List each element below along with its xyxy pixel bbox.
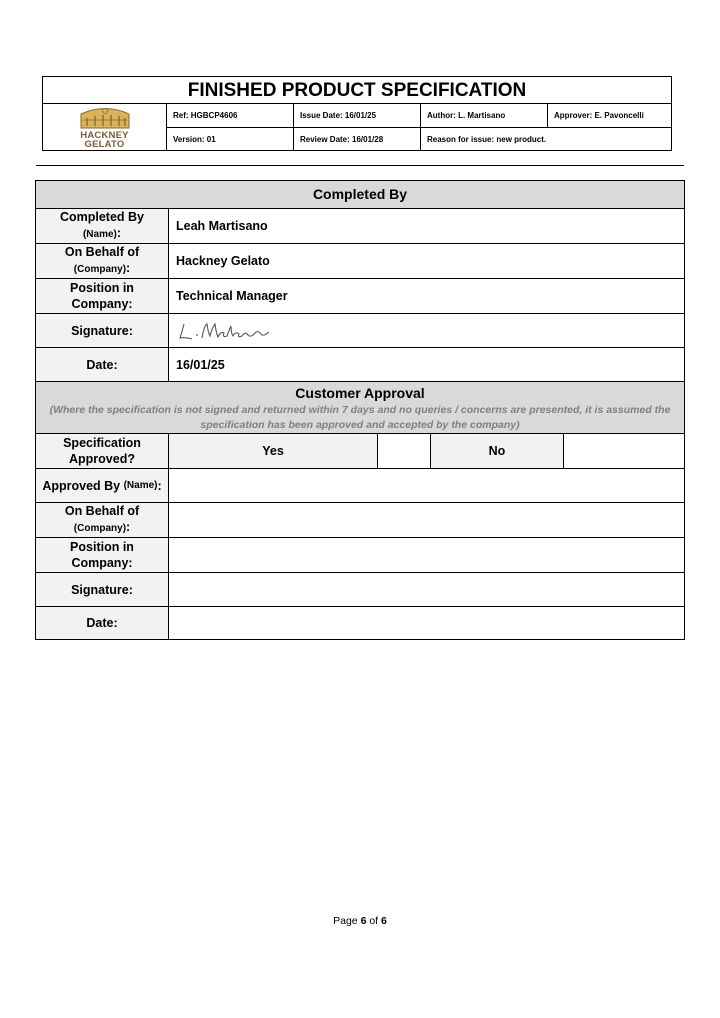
- yes-label: Yes: [169, 434, 378, 468]
- logo-text-line2: GELATO: [84, 139, 125, 150]
- version-cell: Version: 01: [167, 128, 294, 151]
- no-label: No: [431, 434, 564, 468]
- completed-by-date-label: Date:: [36, 348, 169, 381]
- completed-by-date-value[interactable]: 16/01/25: [176, 357, 225, 372]
- approver-cell: Approver: E. Pavoncelli: [548, 104, 672, 128]
- completed-by-position-row: [36, 279, 684, 314]
- issue-date-cell: Issue Date: 16/01/25: [294, 104, 421, 128]
- approval-signature-label: Signature:: [36, 573, 169, 606]
- completed-by-company-value[interactable]: Hackney Gelato: [176, 254, 270, 268]
- spec-approved-label: Specification Approved?: [36, 434, 169, 468]
- ref-cell: Ref: HGBCP4606: [167, 104, 294, 128]
- page-number: Page 6 of 6: [333, 915, 387, 927]
- completed-by-signature-label: Signature:: [36, 314, 169, 347]
- company-logo: [43, 104, 167, 151]
- approval-date-label: Date:: [36, 607, 169, 639]
- completed-by-company-row: [36, 244, 684, 279]
- approved-by-label: Approved By (Name) :: [36, 469, 169, 502]
- approval-date-row: [36, 607, 684, 639]
- approval-position-label: Position in Company:: [36, 538, 169, 572]
- completed-by-position-value[interactable]: Technical Manager: [176, 289, 288, 303]
- no-checkbox[interactable]: [564, 434, 684, 468]
- logo-text-line1: HACKNEY: [80, 130, 129, 141]
- approved-by-row: [36, 469, 684, 503]
- customer-approval-heading-row: [36, 382, 684, 434]
- approval-company-label: On Behalf of (Company):: [36, 503, 169, 537]
- completed-by-company-label: On Behalf of (Company):: [36, 244, 169, 278]
- completed-by-signature-value[interactable]: [176, 314, 276, 347]
- approval-position-row: [36, 538, 684, 573]
- customer-approval-heading: Customer Approval: [295, 385, 425, 401]
- completed-by-name-label: Completed By (Name):: [36, 209, 169, 243]
- document-header: [42, 76, 672, 151]
- customer-approval-note: (Where the specification is not signed and returned within 7 days and no queries / concerns are presented, it is assumed the specification has been approved and accepted by the company): [49, 404, 671, 431]
- colosseum-logo-icon: [73, 106, 137, 130]
- review-date-cell: Review Date: 16/01/28: [294, 128, 421, 151]
- completed-by-heading: Completed By: [36, 181, 684, 209]
- yes-checkbox[interactable]: [378, 434, 431, 468]
- approval-company-row: [36, 503, 684, 538]
- approval-table: [35, 180, 685, 640]
- completed-by-position-label: Position in Company:: [36, 279, 169, 313]
- handwritten-signature-icon: [176, 318, 276, 344]
- completed-by-name-value[interactable]: Leah Martisano: [176, 219, 268, 233]
- spec-approved-row: [36, 434, 684, 469]
- completed-by-date-row: [36, 348, 684, 382]
- header-divider: [36, 165, 684, 166]
- completed-by-signature-row: [36, 314, 684, 348]
- document-title: FINISHED PRODUCT SPECIFICATION: [43, 77, 671, 104]
- author-cell: Author: L. Martisano: [421, 104, 548, 128]
- reason-cell: Reason for issue: new product.: [427, 135, 547, 144]
- approval-signature-row: [36, 573, 684, 607]
- completed-by-name-row: [36, 209, 684, 244]
